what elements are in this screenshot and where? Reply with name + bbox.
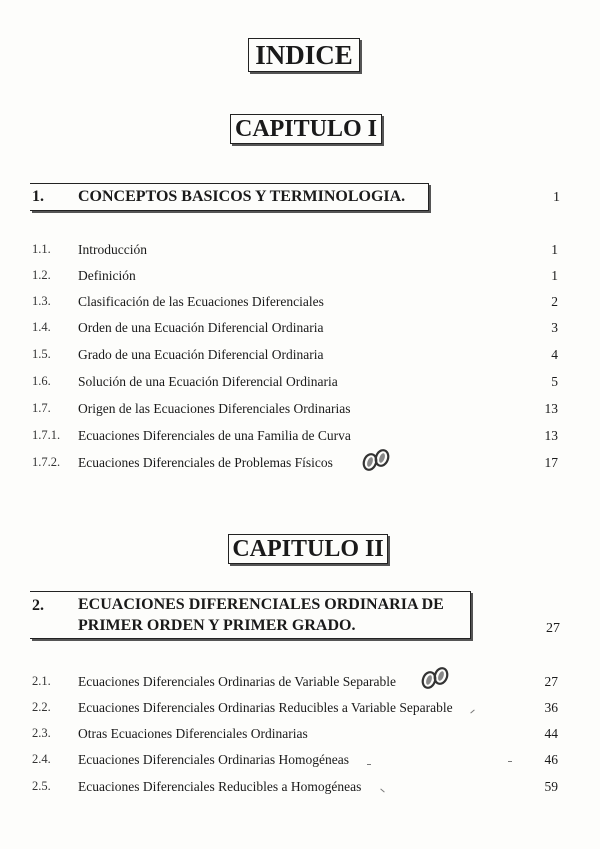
entry-page: 44 <box>544 726 558 741</box>
entry-number: 1.4. <box>32 320 51 334</box>
entry-number: 1.2. <box>32 268 51 282</box>
entry-page: 3 <box>551 320 558 335</box>
entry-page: 27 <box>544 674 558 689</box>
chapter-2-heading: CAPITULO II <box>228 534 388 564</box>
entry-number: 1.6. <box>32 374 51 388</box>
entry-number: 1.5. <box>32 347 51 361</box>
toc-entry <box>0 347 600 367</box>
scan-speck <box>508 761 512 762</box>
section-1-title: CONCEPTOS BASICOS Y TERMINOLOGIA. <box>78 188 406 205</box>
section-1-number: 1. <box>32 188 44 205</box>
toc-entry <box>0 726 600 746</box>
entry-page: 1 <box>551 242 558 257</box>
entry-title: Introducción <box>78 242 147 257</box>
entry-number: 2.2. <box>32 700 51 714</box>
chapter-1-heading: CAPITULO I <box>230 114 382 144</box>
entry-title: Ecuaciones Diferenciales de Problemas Físicos <box>78 455 333 470</box>
toc-entry <box>0 455 600 475</box>
toc-entry <box>0 752 600 772</box>
entry-number: 1.3. <box>32 294 51 308</box>
entry-title: Definición <box>78 268 136 283</box>
entry-title: Origen de las Ecuaciones Diferenciales Ordinarias <box>78 401 351 416</box>
entry-number: 2.3. <box>32 726 51 740</box>
entry-page: 2 <box>551 294 558 309</box>
entry-page: 4 <box>551 347 558 362</box>
entry-number: 1.7.1. <box>32 428 61 442</box>
entry-title: Ecuaciones Diferenciales de una Familia de Curva <box>78 428 351 443</box>
entry-page: 13 <box>544 401 558 416</box>
toc-entry <box>0 700 600 720</box>
section-1-page: 1 <box>553 190 560 205</box>
entry-title: Ecuaciones Diferenciales Ordinarias Reducibles a Variable Separable <box>78 700 453 715</box>
entry-title: Solución de una Ecuación Diferencial Ordinaria <box>78 374 338 389</box>
entry-title: Otras Ecuaciones Diferenciales Ordinarias <box>78 726 308 741</box>
section-2-title-line2: PRIMER ORDEN Y PRIMER GRADO. <box>78 617 356 634</box>
entry-number: 1.1. <box>32 242 51 256</box>
toc-entry <box>0 242 600 262</box>
entry-title: Orden de una Ecuación Diferencial Ordinaria <box>78 320 324 335</box>
toc-entry <box>0 401 600 421</box>
entry-title: Ecuaciones Diferenciales Ordinarias Homogéneas <box>78 752 350 767</box>
entry-title: Clasificación de las Ecuaciones Diferenciales <box>78 294 324 309</box>
section-2-title-line1: ECUACIONES DIFERENCIALES ORDINARIA DE <box>78 596 444 613</box>
entry-number: 2.5. <box>32 779 51 793</box>
toc-entry <box>0 674 600 694</box>
entry-page: 17 <box>544 455 558 470</box>
entry-page: 5 <box>551 374 558 389</box>
scan-speck <box>367 764 371 765</box>
entry-title: Grado de una Ecuación Diferencial Ordinaria <box>78 347 324 362</box>
entry-title: Ecuaciones Diferenciales Ordinarias de Variable Separable <box>78 674 396 689</box>
entry-number: 1.7.2. <box>32 455 61 469</box>
entry-page: 1 <box>551 268 558 283</box>
index-title: INDICE <box>248 38 360 72</box>
entry-page: 13 <box>544 428 558 443</box>
entry-page: 59 <box>544 779 558 794</box>
toc-entry <box>0 779 600 799</box>
section-1 <box>32 183 562 213</box>
glasses-icon <box>361 447 391 473</box>
entry-number: 2.4. <box>32 752 51 766</box>
toc-entry <box>0 294 600 314</box>
entry-page: 36 <box>544 700 558 715</box>
entry-title: Ecuaciones Diferenciales Reducibles a Homogéneas <box>78 779 362 794</box>
entry-page: 46 <box>544 752 558 767</box>
section-2 <box>32 591 562 641</box>
toc-entry <box>0 268 600 288</box>
entry-number: 1.7. <box>32 401 51 415</box>
section-2-page: 27 <box>546 621 560 636</box>
entry-number: 2.1. <box>32 674 51 688</box>
glasses-icon <box>420 665 450 691</box>
toc-entry <box>0 428 600 448</box>
toc-entry <box>0 320 600 340</box>
section-2-number: 2. <box>32 597 44 614</box>
toc-entry <box>0 374 600 394</box>
